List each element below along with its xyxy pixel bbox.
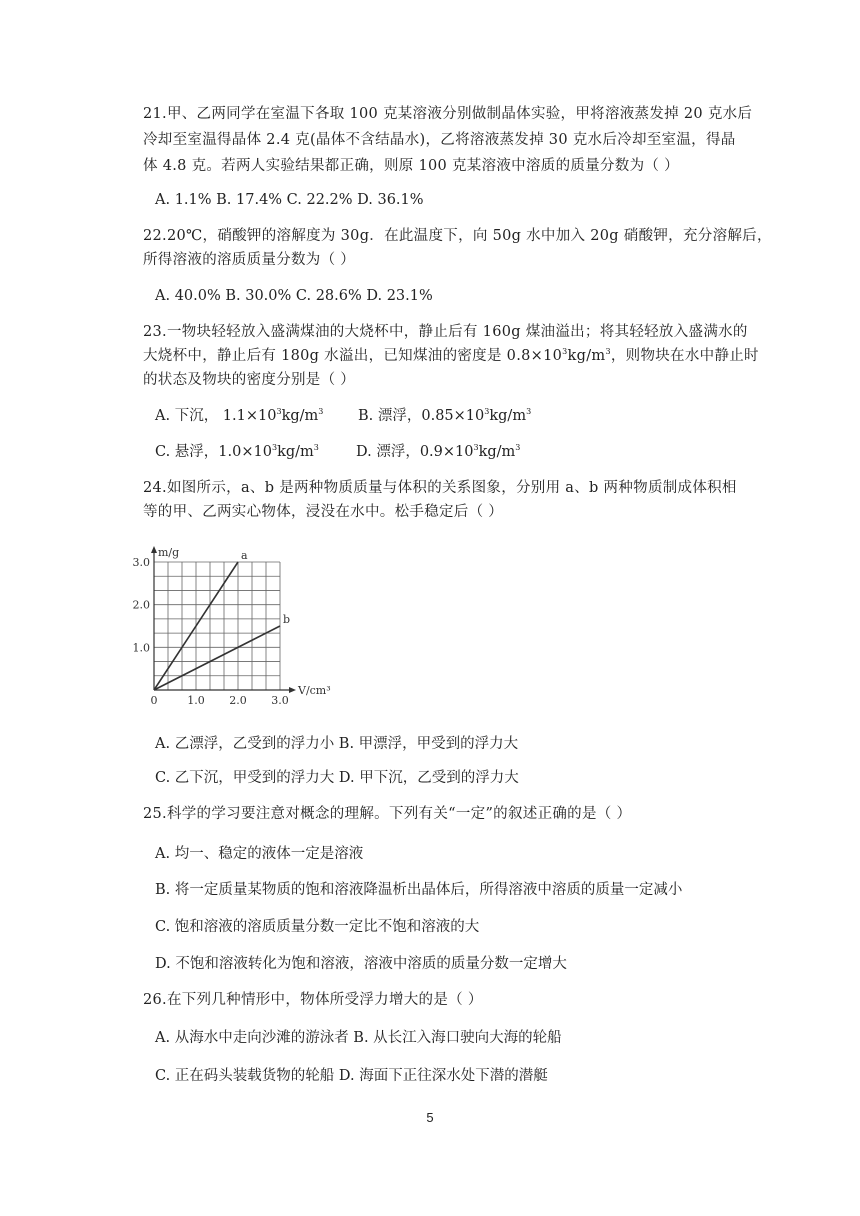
mass-volume-graph xyxy=(128,538,338,713)
q26-line-1: 26.在下列几种情形中，物体所受浮力增大的是（ ） xyxy=(143,992,483,1008)
x-tick-label: 3.0 xyxy=(271,694,289,707)
series-label-a: a xyxy=(241,549,248,562)
page-number: 5 xyxy=(426,1110,434,1125)
q25-option-c: C. 饱和溶液的溶质质量分数一定比不饱和溶液的大 xyxy=(155,919,480,935)
series-label-b: b xyxy=(283,613,291,626)
q24-options-row-2: C. 乙下沉，甲受到的浮力大 D. 甲下沉，乙受到的浮力大 xyxy=(155,770,519,786)
q22-line-2: 所得溶液的溶质质量分数为（ ） xyxy=(143,252,356,268)
q24-line-1: 24.如图所示，a、b 是两种物质质量与体积的关系图象，分别用 a、b 两种物质制成体积相 xyxy=(143,480,737,496)
q23-line-3: 的状态及物块的密度分别是（ ） xyxy=(143,372,356,388)
q22-options: A. 40.0% B. 30.0% C. 28.6% D. 23.1% xyxy=(155,288,433,304)
y-tick-label: 3.0 xyxy=(132,556,150,569)
q26-options-row-2: C. 正在码头装载货物的轮船 D. 海面下正往深水处下潜的潜艇 xyxy=(155,1068,548,1084)
y-axis-arrow xyxy=(151,546,157,553)
q22-line-1: 22.20℃，硝酸钾的溶解度为 30g．在此温度下，向 50g 水中加入 20g 硝酸钾，充分溶解后， xyxy=(143,228,772,244)
x-tick-label: 1.0 xyxy=(187,694,205,707)
x-axis-label: V/cm³ xyxy=(298,684,331,697)
q25-option-a: A. 均一、稳定的液体一定是溶液 xyxy=(155,846,364,862)
x-axis-arrow xyxy=(289,687,296,693)
q23-option-b: B. 漂浮，$0.85\times 10^3kg/m^3$ xyxy=(358,407,532,424)
x-tick-label: 0 xyxy=(150,694,158,707)
q24-options-row-1: A. 乙漂浮，乙受到的浮力小 B. 甲漂浮，甲受到的浮力大 xyxy=(155,736,519,752)
q23-line-1: 23.一物块轻轻放入盛满煤油的大烧杯中，静止后有 160g 煤油溢出；将其轻轻放入盛满水的 xyxy=(143,324,748,340)
series-line-b xyxy=(154,626,280,690)
x-tick-label: 2.0 xyxy=(229,694,247,707)
q26-options-row-1: A. 从海水中走向沙滩的游泳者 B. 从长江入海口驶向大海的轮船 xyxy=(155,1030,562,1046)
q25-line-1: 25.科学的学习要注意对概念的理解。下列有关“一定”的叙述正确的是（ ） xyxy=(143,806,632,822)
q21-options: A. 1.1% B. 17.4% C. 22.2% D. 36.1% xyxy=(155,192,424,208)
q23-option-d: D. 漂浮，$0.9\times 10^3kg/m^3$ xyxy=(356,443,521,460)
y-axis-label: m/g xyxy=(158,546,180,559)
q21-line-3: 体 4.8 克。若两人实验结果都正确，则原 100 克某溶液中溶质的质量分数为（ ） xyxy=(143,158,679,174)
q23-option-a: A. 下沉， $1.1\times 10^3kg/m^3$ xyxy=(155,407,324,424)
y-tick-label: 2.0 xyxy=(132,598,150,612)
q23-line-2: 大烧杯中，静止后有 180g 水溢出，已知煤油的密度是 $0.8\times 10^3kg/m^3$，则物块在水中静止时 xyxy=(143,347,759,364)
q21-line-2: 冷却至室温得晶体 2.4 克(晶体不含结晶水)，乙将溶液蒸发掉 30 克水后冷却至室温，得晶 xyxy=(143,132,736,148)
q23-option-c: C. 悬浮，$1.0\times 10^3kg/m^3$ xyxy=(155,443,319,460)
q25-option-d: D. 不饱和溶液转化为饱和溶液，溶液中溶质的质量分数一定增大 xyxy=(155,956,567,972)
q21-line-1: 21.甲、乙两同学在室温下各取 100 克某溶液分别做制晶体实验，甲将溶液蒸发掉 20 克水后 xyxy=(143,106,753,122)
q25-option-b: B. 将一定质量某物质的饱和溶液降温析出晶体后，所得溶液中溶质的质量一定减小 xyxy=(155,882,683,898)
q24-line-2: 等的甲、乙两实心物体，浸没在水中。松手稳定后（ ） xyxy=(143,504,504,520)
y-tick-label: 1.0 xyxy=(132,641,150,655)
